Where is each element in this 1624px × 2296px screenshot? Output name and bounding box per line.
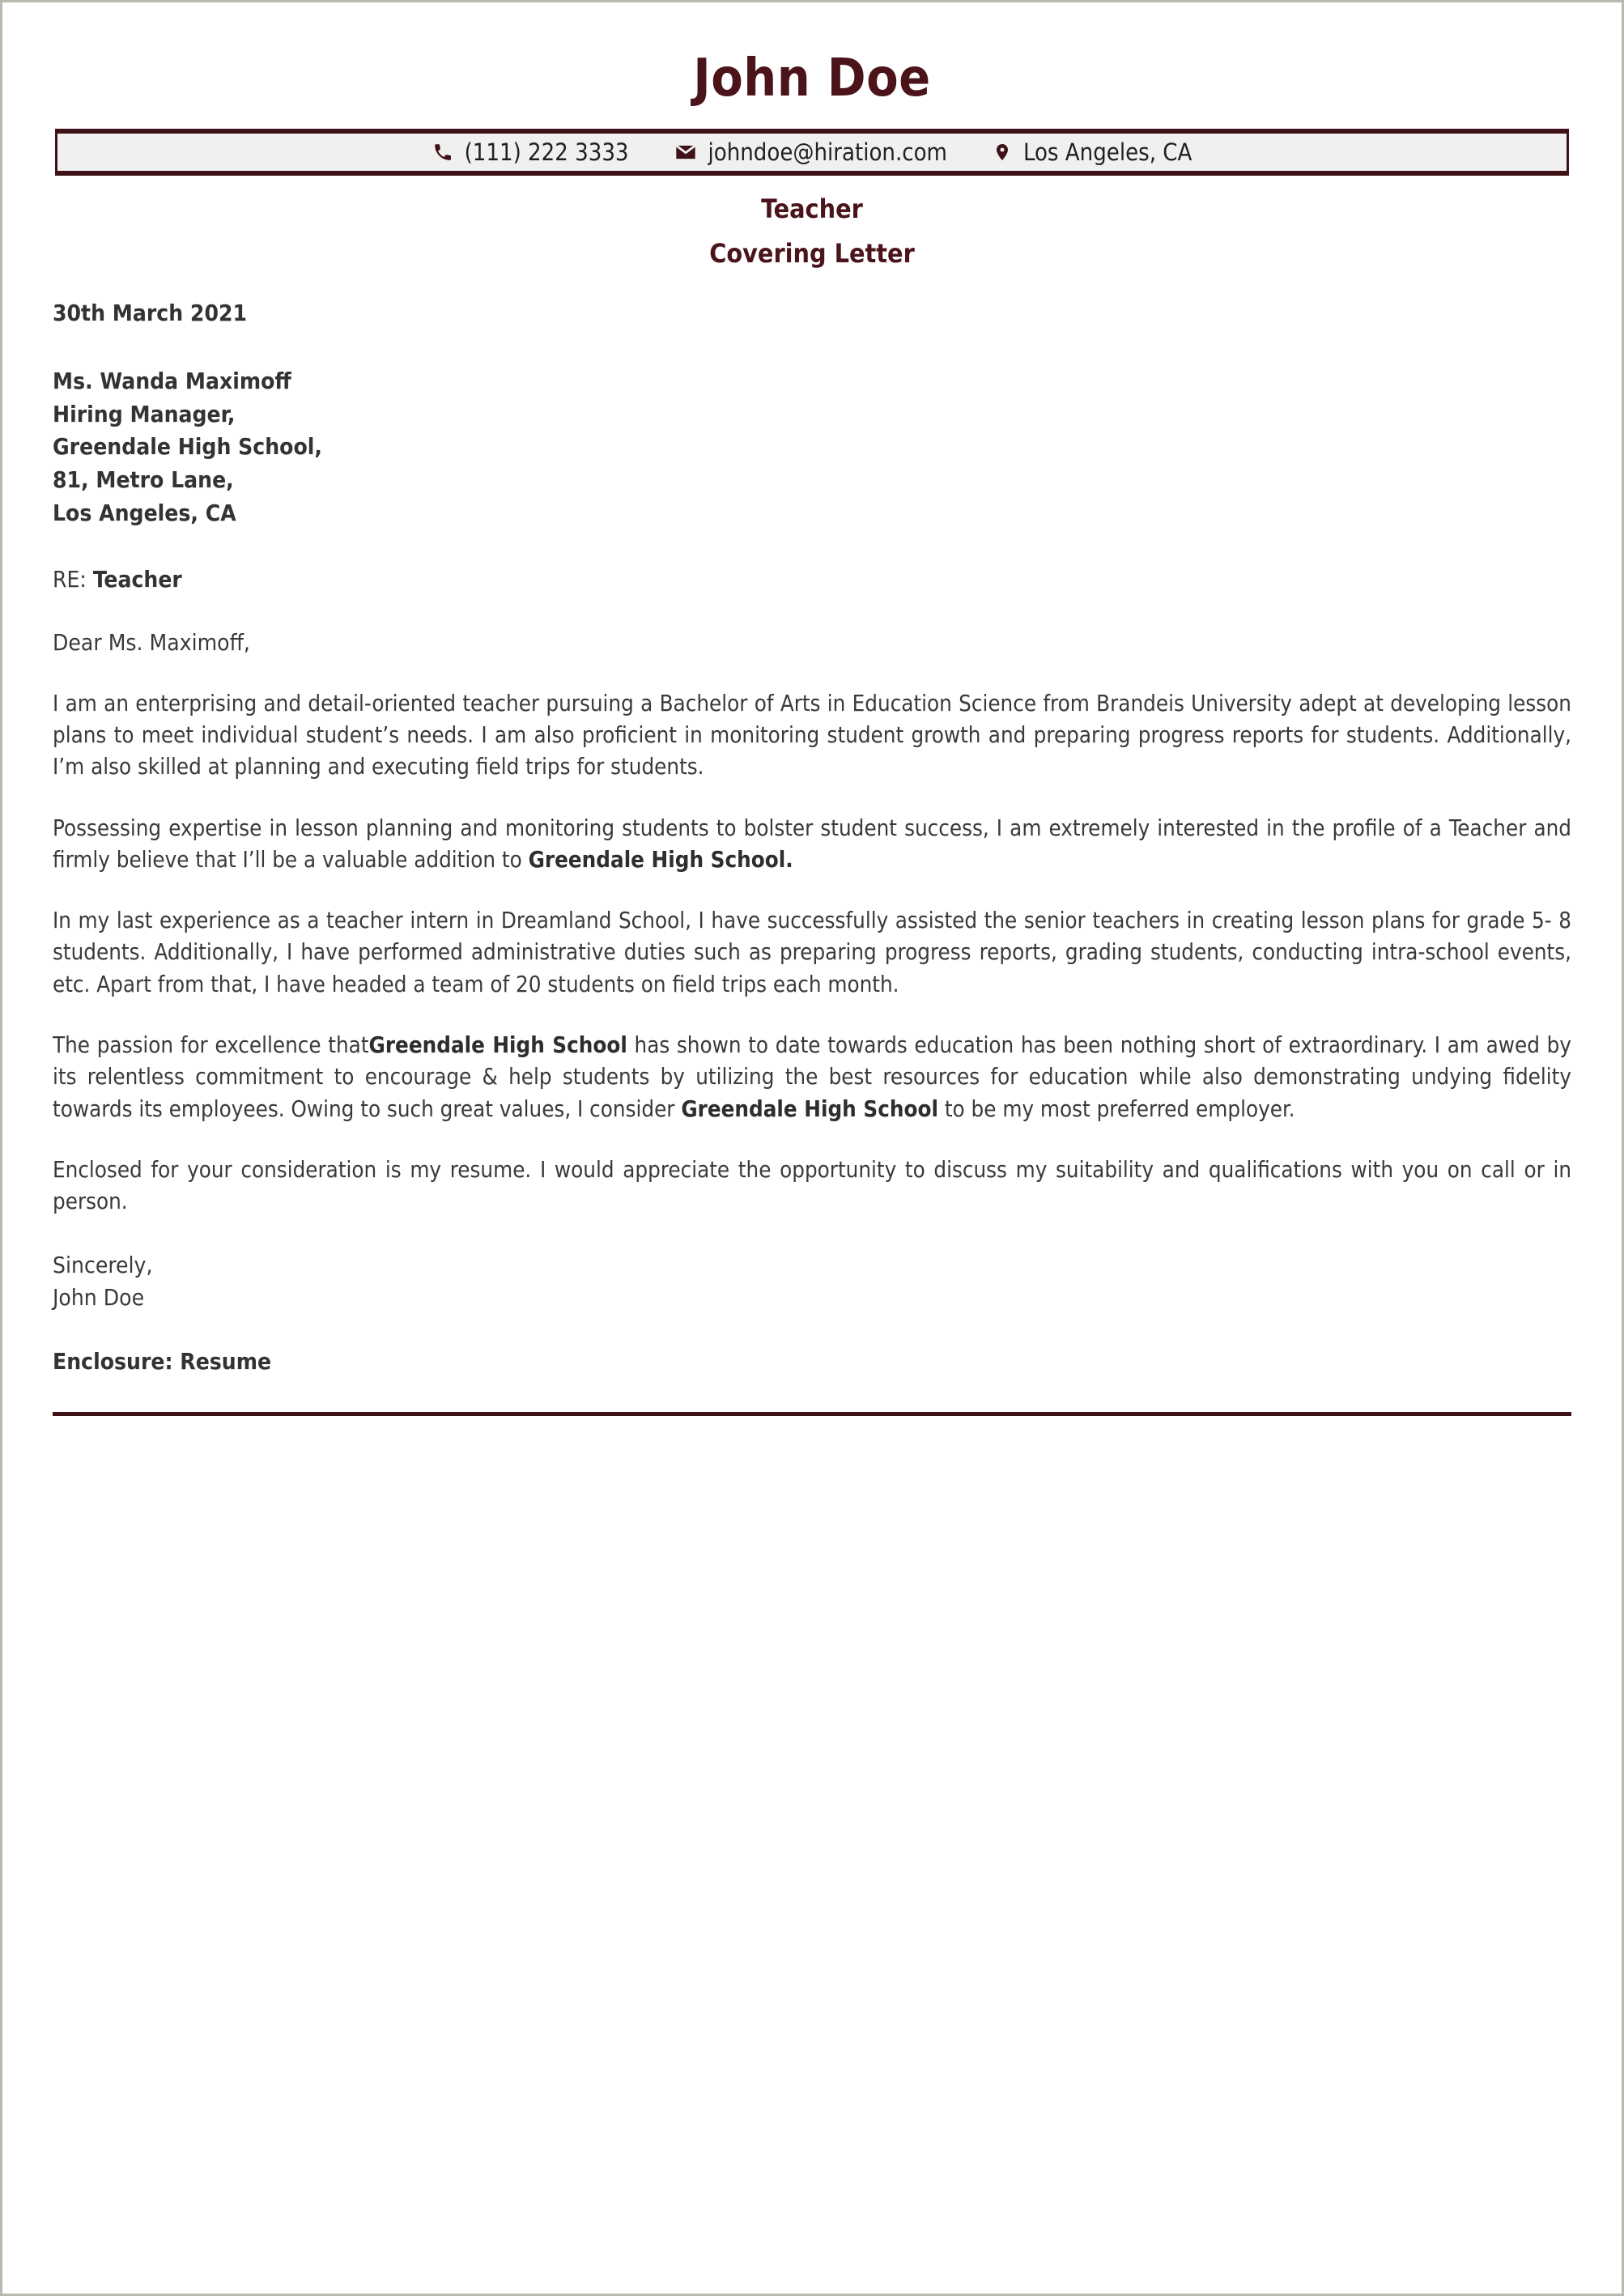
subject-label: RE: xyxy=(53,566,93,593)
contact-email-text: johndoe@hiration.com xyxy=(708,138,947,166)
location-pin-icon xyxy=(993,141,1012,164)
phone-icon xyxy=(432,142,453,163)
letter-paragraph xyxy=(53,813,1571,877)
emphasis-text: Greendale High School xyxy=(368,1032,627,1059)
recipient-line: Hiring Manager, xyxy=(53,400,236,427)
emphasis-text: Greendale High School. xyxy=(528,846,793,873)
letter-paragraph xyxy=(53,905,1571,1001)
subject-value: Teacher xyxy=(92,566,182,593)
recipient-line: 81, Metro Lane, xyxy=(53,466,234,493)
letter-body xyxy=(53,297,1571,1415)
paragraph-text: The passion for excellence that xyxy=(53,1032,369,1059)
envelope-icon xyxy=(674,141,697,164)
recipient-line: Ms. Wanda Maximoff xyxy=(53,368,291,395)
paragraph-text: Enclosed for your consideration is my resume. I would appreciate the opportunity to discuss my suitability and qualifications with you on call or in person. xyxy=(53,1157,1571,1215)
letter-date: 30th March 2021 xyxy=(53,300,248,327)
contact-bar xyxy=(55,129,1569,176)
bottom-divider xyxy=(53,1412,1571,1416)
contact-email[interactable] xyxy=(674,138,947,166)
recipient-line: Los Angeles, CA xyxy=(53,499,236,526)
page-title: John Doe xyxy=(693,49,931,108)
contact-location-text: Los Angeles, CA xyxy=(1022,138,1192,166)
header-name-block xyxy=(2,2,1622,108)
paragraph-text: to be my most preferred employer. xyxy=(937,1095,1295,1122)
closing-block xyxy=(53,1249,1571,1315)
contact-location[interactable] xyxy=(993,138,1192,166)
document-title: Covering Letter xyxy=(709,238,915,270)
recipient-line: Greendale High School, xyxy=(53,433,322,461)
enclosure-line: Enclosure: Resume xyxy=(53,1347,272,1375)
paragraph-text: Possessing expertise in lesson planning and monitoring students to bolster student success, I am extremely interested in the profile of a Teacher and firmly believe that I’ll be a valuable addition to xyxy=(53,814,1571,873)
letter-paragraphs xyxy=(53,688,1571,1218)
paragraph-text: has shown to date towards education has been nothing short of extraordinary. I am awed by its relentless commitment to encourage & help students by utilizing the best resources for education while also demonstrating undying fidelity towards its employees. Owing to such great values, I consider xyxy=(53,1032,1571,1122)
subject-line xyxy=(53,563,1571,596)
contact-phone-text: (111) 222 3333 xyxy=(464,138,629,166)
closing-line: John Doe xyxy=(53,1284,145,1312)
letter-paragraph xyxy=(53,688,1571,784)
role-title: Teacher xyxy=(761,193,863,224)
paragraph-text: I am an enterprising and detail-oriented teacher pursuing a Bachelor of Arts in Education Science from Brandeis University adept at developing lesson plans to meet individual student’s needs. I am also proficient in monitoring student growth and preparing progress reports for students. Additionally, I’m also skilled at planning and executing field trips for students. xyxy=(53,690,1571,780)
emphasis-text: Greendale High School xyxy=(681,1095,938,1122)
salutation: Dear Ms. Maximoff, xyxy=(53,628,250,656)
contact-phone[interactable] xyxy=(432,138,629,166)
recipient-address-block xyxy=(53,365,1571,529)
letter-paragraph xyxy=(53,1154,1571,1218)
letter-paragraph xyxy=(53,1030,1571,1125)
closing-line: Sincerely, xyxy=(53,1251,153,1278)
letter-sheet xyxy=(2,2,1622,2294)
paragraph-text: In my last experience as a teacher intern in Dreamland School, I have successfully assisted the senior teachers in creating lesson plans for grade 5- 8 students. Additionally, I have performed administrative duties such as preparing progress reports, grading students, conducting intra-school events, etc. Apart from that, I have headed a team of 20 students on field trips each month. xyxy=(53,908,1571,997)
